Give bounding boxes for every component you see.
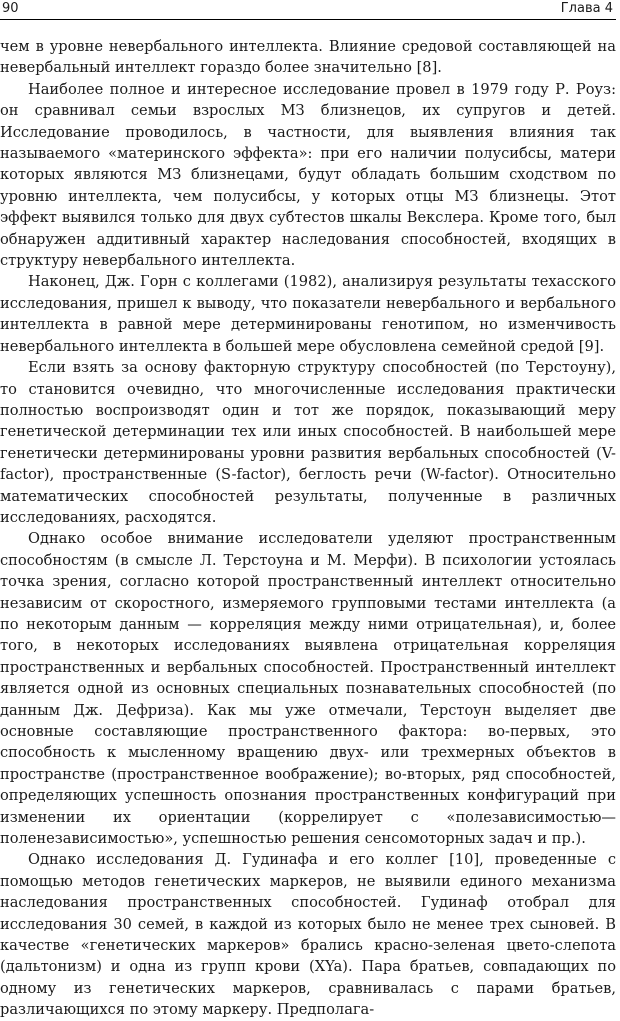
- page-header: [0, 0, 620, 22]
- page-number: 90: [2, 1, 19, 16]
- paragraph: Наиболее полное и интересное исследование провел в 1979 году Р. Роуз: он сравнивал семьи взрослых МЗ близнецов, их супругов и детей. Исследование проводилось, в частности, для выявления влияния так называемого «материнского эффекта»: при его наличии полусибсы, матери которых являются МЗ близнецами, будут обладать большим сходством по уровню интеллекта, чем полусибсы, у которых отцы МЗ близнецы. Этот эффект выявился только для двух субтестов шкалы Векслера. Кроме того, был обнаружен аддитивный характер наследования способностей, входящих в структуру невербального интеллекта.: [0, 80, 616, 270]
- paragraph: Наконец, Дж. Горн с коллегами (1982), анализируя результаты техасского исследования, пришел к выводу, что показатели невербального и вербального интеллекта в равной мере детерминированы генотипом, но изменчивость невербального интеллекта в большей мере обусловлена семейной средой [9].: [0, 273, 616, 355]
- header-rule: [0, 19, 616, 20]
- paragraph: Однако особое внимание исследователи уделяют пространственным способностям (в смысле Л. Терстоуна и М. Мерфи). В психологии устоялась точка зрения, согласно которой пространственный интеллект относительно независим от скоростного, измеряемого групповыми тестами интеллекта (а по некоторым данным — корреляция между ними отрицательная), и, более того, в некоторых исследованиях выявлена отрицательная корреляция пространственных и вербальных способностей. Пространственный интеллект является одной из основных специальных познавательных способностей (по данным Дж. Дефриза). Как мы уже отмечали, Терстоун выделяет две основные составляющие пространственного фактора: во-первых, это способность к мысленному вращению двух- или трехмерных объектов в пространстве (пространственное воображение); во-вторых, ряд способностей, определяющих успешность опознания пространственных конфигураций при изменении их ориентации (коррелирует с «полезависимостью—поленезависимостью», успешностью решения сенсомоторных задач и пр.).: [0, 530, 616, 848]
- paragraph: чем в уровне невербального интеллекта. Влияние средовой составляющей на невербальный интеллект гораздо более значительно [8].: [0, 38, 616, 77]
- page-body: [0, 36, 616, 1021]
- chapter-title: Глава 4: [560, 1, 613, 16]
- paragraph: Однако исследования Д. Гудинафа и его коллег [10], проведенные с помощью методов генетических маркеров, не выявили единого механизма наследования пространственных способностей. Гудинаф отобрал для исследования 30 семей, в каждой из которых было не менее трех сыновей. В качестве «генетических маркеров» брались красно-зеленая цвето-слепота (дальтонизм) и одна из групп крови (XYa). Пара братьев, совпадающих по одному из генетических маркеров, сравнивалась с парами братьев, различающихся по этому маркеру. Предполага-: [0, 851, 616, 1019]
- paragraph: Если взять за основу факторную структуру способностей (по Терстоуну), то становится очевидно, что многочисленные исследования практически полностью воспроизводят один и тот же порядок, показывающий меру генетической детерминации тех или иных способностей. В наибольшей мере генетически детерминированы уровни развития вербальных способностей (V-factor), пространственные (S-factor), беглость речи (W-factor). Относительно математических способностей результаты, полученные в различных исследованиях, расходятся.: [0, 359, 616, 526]
